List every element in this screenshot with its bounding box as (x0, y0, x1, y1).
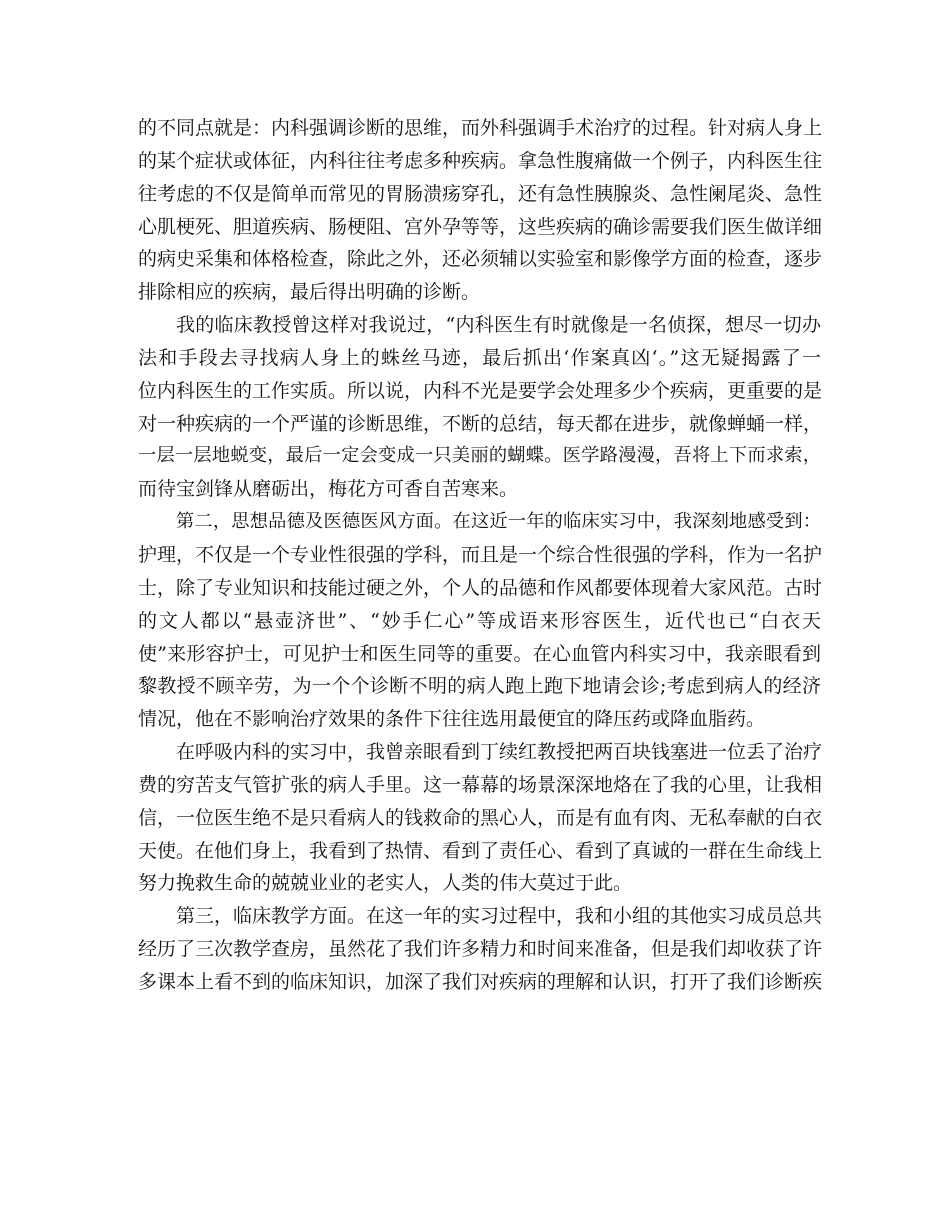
text-line: 使”来形容护士，可见护士和医生同等的重要。在心血管内科实习中，我亲眼看到 (138, 642, 821, 665)
text-line: 信，一位医生绝不是只看病人的钱救命的黑心人，而是有血有肉、无私奉献的白衣 (138, 806, 823, 829)
text-line: 法和手段去寻找病人身上的蛛丝马迹，最后抓出‘作案真凶‘。”这无疑揭露了一 (138, 346, 821, 369)
text-line: 护理，不仅是一个专业性很强的学科，而且是一个综合性很强的学科，作为一名护 (138, 543, 823, 566)
paragraph-3 (138, 506, 821, 735)
text-line: 天使。在他们身上，我看到了热情、看到了责任心、看到了真诚的一群在生命线上 (138, 839, 823, 862)
text-line: 对一种疾病的一个严谨的诊断思维，不断的总结，每天都在进步，就像蝉蛹一样， (138, 412, 823, 435)
paragraph-4 (138, 736, 821, 899)
paragraph-5 (138, 900, 821, 998)
text-line: 的病史采集和体格检查，除此之外，还必须辅以实验室和影像学方面的检查，逐步 (138, 248, 823, 271)
text-line: 的不同点就是：内科强调诊断的思维，而外科强调手术治疗的过程。针对病人身上 (138, 117, 823, 139)
document-body (138, 112, 821, 999)
paragraph-2 (138, 309, 821, 505)
text-line: 努力挽救生命的兢兢业业的老实人，人类的伟大莫过于此。 (138, 872, 633, 895)
text-line: 的某个症状或体征，内科往往考虑多种疾病。拿急性腹痛做一个例子，内科医生往 (138, 149, 823, 172)
text-line: 多课本上看不到的临床知识，加深了我们对疾病的理解和认识，打开了我们诊断疾 (138, 970, 823, 993)
text-line: 情况，他在不影响治疗效果的条件下往往选用最便宜的降压药或降血脂药。 (138, 708, 766, 731)
text-line: 第三，临床教学方面。在这一年的实习过程中，我和小组的其他实习成员总共 (176, 905, 823, 928)
text-line: 费的穷苦支气管扩张的病人手里。这一幕幕的场景深深地烙在了我的心里，让我相 (138, 773, 823, 796)
text-line: 往考虑的不仅是简单而常见的胃肠溃疡穿孔，还有急性胰腺炎、急性阑尾炎、急性 (138, 182, 823, 205)
paragraph-1 (138, 112, 821, 308)
text-line: 而待宝剑锋从磨砺出，梅花方可香自苦寒来。 (138, 478, 519, 501)
text-line: 位内科医生的工作实质。所以说，内科不光是要学会处理多少个疾病，更重要的是 (138, 379, 823, 402)
text-line: 排除相应的疾病，最后得出明确的诊断。 (138, 281, 481, 304)
text-line: 在呼吸内科的实习中，我曾亲眼看到丁续红教授把两百块钱塞进一位丢了治疗 (176, 741, 823, 764)
text-line: 经历了三次教学查房，虽然花了我们许多精力和时间来准备，但是我们却收获了许 (138, 938, 823, 961)
text-line: 黎教授不顾辛劳，为一个个诊断不明的病人跑上跑下地请会诊;考虑到病人的经济 (138, 675, 821, 698)
text-line: 的文人都以“悬壶济世”、“妙手仁心”等成语来形容医生，近代也已“白衣天 (138, 609, 821, 632)
text-line: 我的临床教授曾这样对我说过，“内科医生有时就像是一名侦探，想尽一切办 (176, 314, 821, 337)
text-line: 士，除了专业知识和技能过硬之外，个人的品德和作风都要体现着大家风范。古时 (138, 576, 823, 599)
text-line: 一层一层地蜕变，最后一定会变成一只美丽的蝴蝶。医学路漫漫，吾将上下而求索， (138, 445, 821, 467)
text-line: 第二，思想品德及医德医风方面。在这近一年的临床实习中，我深刻地感受到： (176, 511, 821, 533)
text-line: 心肌梗死、胆道疾病、肠梗阻、宫外孕等等，这些疾病的确诊需要我们医生做详细 (138, 215, 823, 238)
